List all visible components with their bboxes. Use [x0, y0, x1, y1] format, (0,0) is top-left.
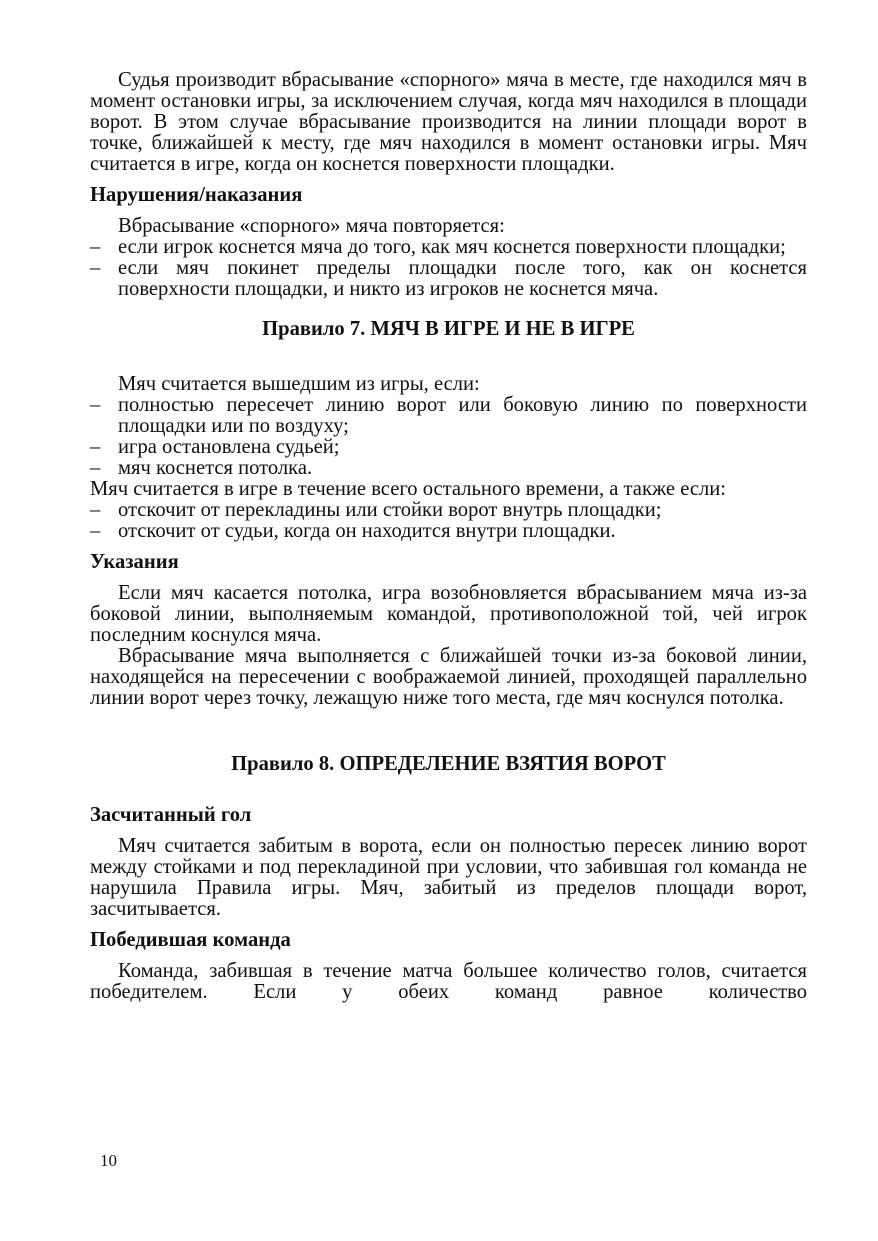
- list-dash: –: [90, 436, 101, 458]
- heading-goal-scored: Засчитанный гол: [90, 804, 252, 826]
- list-item-text: мяч коснется потолка.: [118, 457, 313, 479]
- list-dash: –: [90, 394, 101, 416]
- list-item: [90, 458, 807, 479]
- list-item: [90, 500, 807, 521]
- list-item-text: полностью пересечет линию ворот или боковую линию по поверхности площадки или по воздуху;: [118, 394, 807, 437]
- list-item-text: игра остановлена судьей;: [118, 436, 340, 458]
- paragraph-ceiling: Если мяч касается потолка, игра возобновляется вбрасыванием мяча из-за боковой линии, выполняемым командой, противоположной той, чей игрок последним коснулся мяча.: [90, 582, 807, 646]
- list-dash: –: [90, 236, 101, 258]
- page-number: 10: [100, 1151, 117, 1170]
- paragraph-winner: Команда, забившая в течение матча большее количество голов, считается победителем. Если у обеих команд равное количество: [90, 960, 807, 1003]
- paragraph-throw-in: Вбрасывание мяча выполняется с ближайшей точки из-за боковой линии, находящейся на пересечении с воображаемой линией, проходящей параллельно линии ворот через точку, лежащую ниже того места, где мяч коснулся потолка.: [90, 645, 807, 709]
- list-dash: –: [90, 499, 101, 521]
- list-dash: –: [90, 457, 101, 479]
- heading-violations: Нарушения/наказания: [90, 184, 303, 206]
- list-item-text: если игрок коснется мяча до того, как мяч коснется поверхности площадки;: [118, 236, 786, 258]
- paragraph-referee-drop-ball: Судья производит вбрасывание «спорного» мяча в месте, где находился мяч в момент остановки игры, за исключением случая, когда мяч находился в площади ворот. В этом случае вбрасывание производится на линии площади ворот в точке, ближайшей к месту, где мяч находился в момент остановки игры. Мяч считается в игре, когда он коснется поверхности площадки.: [90, 69, 807, 175]
- list-item: [90, 437, 807, 458]
- list-item-text: если мяч покинет пределы площадки после того, как он коснется поверхности площадки, и никто из игроков не коснется мяча.: [118, 257, 807, 300]
- list-item-text: отскочит от судьи, когда он находится внутри площадки.: [118, 520, 616, 542]
- list-item-text: отскочит от перекладины или стойки ворот внутрь площадки;: [118, 499, 662, 521]
- paragraph-ball-in-play: Мяч считается в игре в течение всего остального времени, а также если:: [90, 478, 727, 500]
- heading-rule-8: Правило 8. ОПРЕДЕЛЕНИЕ ВЗЯТИЯ ВОРОТ: [231, 753, 666, 775]
- paragraph-goal: Мяч считается забитым в ворота, если он полностью пересек линию ворот между стойками и под перекладиной при условии, что забившая гол команда не нарушила Правила игры. Мяч, забитый из пределов площади ворот, засчитывается.: [90, 835, 807, 920]
- list-item: [90, 395, 807, 437]
- list-dash: –: [90, 257, 101, 279]
- list-item: [90, 258, 807, 300]
- paragraph-ball-out: Мяч считается вышедшим из игры, если:: [118, 373, 480, 395]
- list-item: [90, 521, 807, 542]
- heading-rule-7: Правило 7. МЯЧ В ИГРЕ И НЕ В ИГРЕ: [262, 318, 635, 340]
- heading-instructions: Указания: [90, 551, 179, 573]
- paragraph-drop-ball-repeat: Вбрасывание «спорного» мяча повторяется:: [118, 215, 505, 237]
- heading-winning-team: Победившая команда: [90, 929, 291, 951]
- list-dash: –: [90, 520, 101, 542]
- page-body: [90, 70, 807, 1003]
- list-item: [90, 237, 807, 258]
